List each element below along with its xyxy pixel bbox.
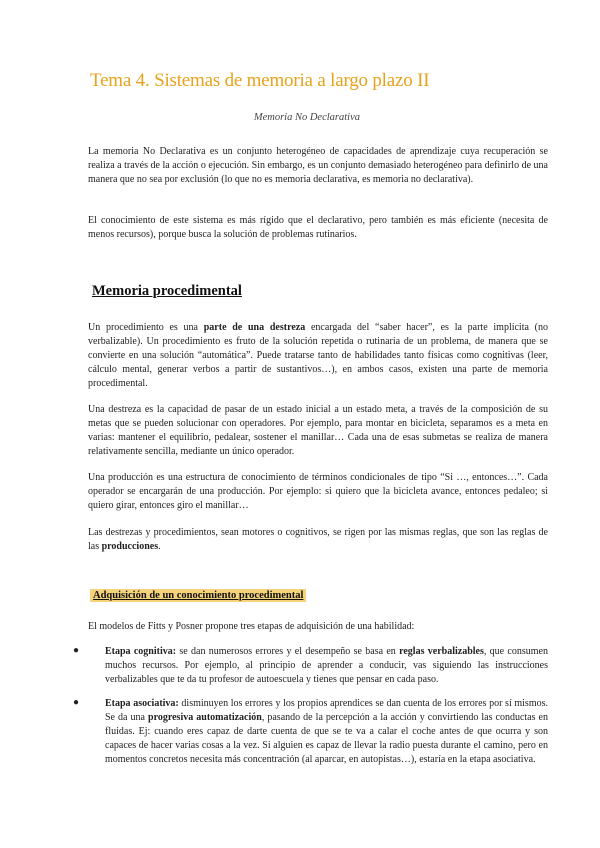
section2-intro-text: El modelos de Fitts y Posner propone tres etapas de adquisición de una habilidad: — [88, 621, 415, 632]
section1-p2: Una destreza es la capacidad de pasar de un estado inicial a un estado meta, a través de la composición de su metas que se pueden solucionar con operadores. Por ejemplo, para montar en bicicleta, separamos es a meta en varias: mantener el equilibrio, pedalear, sostener el manillar… Cada una de esas submetas se realiza de manera relativamente sencilla, mediante un único operador. — [88, 404, 548, 457]
stages-list — [73, 645, 548, 767]
section1-p3: Una producción es una estructura de conocimiento de términos condicionales de tipo “Si …, entonces…”. Cada operador se encargarán de una producción. Por ejemplo: si quiero que la bicicleta avance, entonces pedaleo; si quiero girar, entonces giro el manillar… — [88, 472, 548, 511]
section1-p4 — [88, 526, 548, 554]
section1-paragraph-2 — [88, 403, 548, 459]
intro-paragraph-2-text: El conocimiento de este sistema es más rígido que el declarativo, pero también es más eficiente (necesita de menos recursos), porque busca la solución de problemas rutinarios. — [88, 215, 548, 240]
page-title: Tema 4. Sistemas de memoria a largo plazo II — [90, 70, 430, 91]
intro-paragraph-1 — [88, 145, 548, 187]
stage-cognitiva-bold: reglas verbalizables — [399, 646, 484, 657]
stage-asociativa-b: , pasando de la percepción a la acción y convirtiendo las conductas en fluidas. Ej: cuando eres capaz de darte cuenta de que se te va a calar el coche antes de que ocurra y son capaces de hacer varias cosas a la vez. Si alguien es capaz de llevar la radio puesta durante el camino, pero en momentos concretos necesita más concentración (al aparcar, en autopistas…), estaría en la etapa asociativa. — [105, 712, 548, 765]
section1-paragraph-4 — [88, 526, 548, 554]
stage-item-asociativa — [73, 697, 548, 767]
section2-intro — [88, 620, 548, 634]
section1-p4-bold: producciones — [101, 541, 159, 552]
stages-bullets — [73, 645, 548, 767]
stage-asociativa-text — [105, 697, 548, 767]
section1-paragraph-3 — [88, 471, 548, 513]
bullet-dot-icon: ● — [73, 697, 80, 708]
intro-paragraph-2 — [88, 214, 548, 242]
section1-p1-bold: parte de una destreza — [203, 322, 306, 333]
section1-p1-a: Un procedimiento es una — [88, 322, 204, 333]
page-subtitle: Memoria No Declarativa — [253, 112, 360, 123]
intro-block — [88, 145, 548, 187]
section1-p1-c: encargada del “saber hacer”, es la parte implícita (no verbalizable). Un procedimiento es fruto de la solución repetida o rutinaria de un problema, de manera que se convierte en una solución “automática”. Puede tratarse tanto de habilidades tanto físicas como cognitivas (leer, cálculo mental, generar verbos a partir de sustantivos…), en ambos casos, existen una parte de memoria procedimental. — [88, 322, 549, 389]
section1-p1 — [88, 321, 548, 391]
section1-p4-c: . — [158, 541, 161, 552]
stage-cognitiva-text — [105, 645, 548, 687]
stage-asociativa-a: disminuyen los errores y los propios aprendices se dan cuenta de los errores por sí mismos. Se da una — [105, 698, 548, 723]
stage-cognitiva-b: , que consumen muchos recursos. Por ejemplo, al principio de aprender a conducir, vas siguiendo las instrucciones verbalizables que te da tu profesor de autoescuela y tienes que pensar en cada paso. — [105, 646, 548, 685]
stage-cognitiva-a: se dan numerosos errores y el desempeño se basa en — [176, 646, 400, 657]
stage-item-cognitiva — [73, 645, 548, 687]
intro-paragraph-1-text: La memoria No Declarativa es un conjunto heterogéneo de capacidades de aprendizaje cuya recuperación se realiza a través de la acción o ejecución. Sin embargo, es un conjunto demasiado heterogéneo para definirlo de una manera que no sea por exclusión (lo que no es memoria declarativa, es memoria no declarativa). — [88, 146, 548, 185]
section-heading-procedimental: Memoria procedimental — [92, 283, 242, 299]
stage-cognitiva-label: Etapa cognitiva: — [105, 646, 177, 657]
bullet-dot-icon: ● — [73, 645, 80, 656]
section-heading-adquisicion: Adquisición de un conocimiento procedimental — [90, 589, 306, 602]
section1-paragraph-1 — [88, 321, 548, 391]
stage-asociativa-bold: progresiva automatización — [148, 712, 262, 723]
section1-p4-a: Las destrezas y procedimientos, sean motores o cognitivos, se rigen por las mismas reglas, que son las reglas de las — [88, 527, 548, 552]
stage-asociativa-label: Etapa asociativa: — [105, 698, 179, 709]
intro-block-2 — [88, 214, 548, 242]
